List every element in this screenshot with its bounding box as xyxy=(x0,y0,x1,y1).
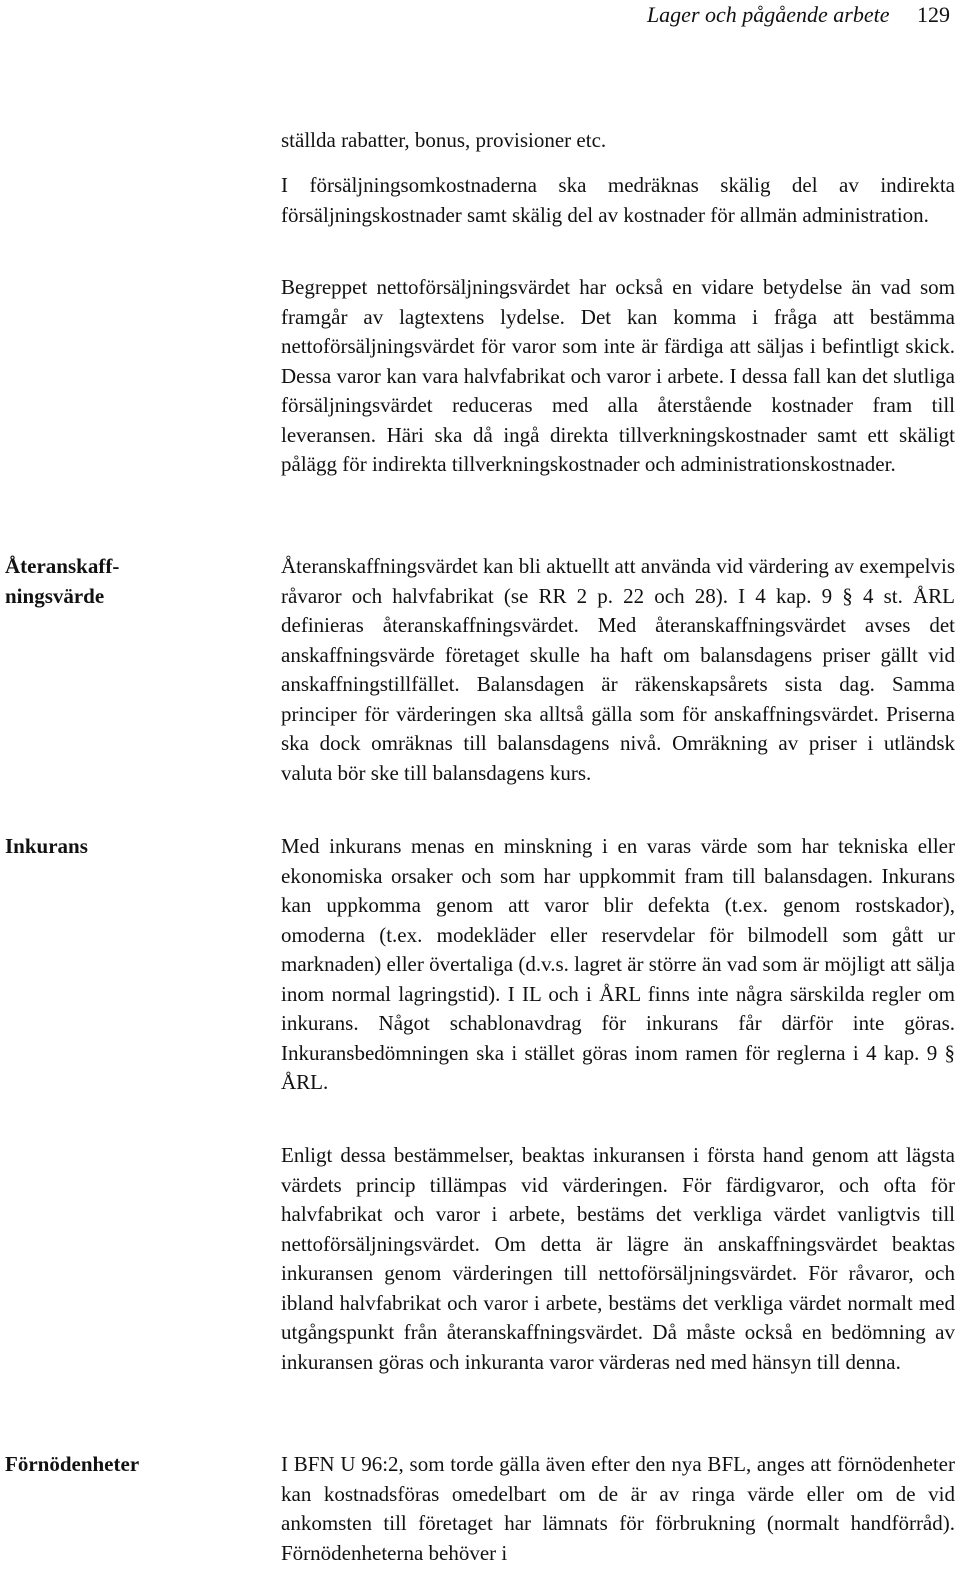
body-paragraph xyxy=(281,1141,955,1377)
margin-heading-text: Förnödenheter xyxy=(5,1452,140,1476)
margin-heading-line: Återanskaff- xyxy=(5,554,120,578)
paragraph-text: ställda rabatter, bonus, provisioner etc. xyxy=(281,128,607,152)
margin-heading-line: ningsvärde xyxy=(5,583,105,608)
margin-heading-text: Inkurans xyxy=(5,834,88,858)
body-paragraph xyxy=(281,1450,955,1568)
margin-heading-fornodenheter xyxy=(5,1450,205,1480)
chapter-title: Lager och pågående arbete xyxy=(646,2,890,27)
paragraph-text: I försäljningsomkostnaderna ska medräknas skälig del av indirekta försäljningskostnader samt skälig del av kostnader för allmän administration. xyxy=(281,173,955,227)
paragraph-text: Med inkurans menas en minskning i en varas värde som har tekniska eller ekonomiska orsaker och som har uppkommit fram till balansdagen. Inkurans kan uppkomma genom att varor blir defekta (t.ex. genom rostskador), omoderna (t.ex. modekläder eller reservdelar för bilmodell som gått ur marknaden) eller övertaliga (d.v.s. lagret är större än vad som är möjligt att sälja inom normal lagringstid). I IL och i ÅRL finns inte några särskilda regler om inkurans. Något schablonavdrag för inkurans får därför inte göras. Inkuransbedömningen ska i stället göras inom ramen för reglerna i 4 kap. 9 § ÅRL. xyxy=(281,834,955,1094)
body-paragraph xyxy=(281,832,955,1098)
paragraph-text: Återanskaffningsvärdet kan bli aktuellt att använda vid värdering av exempelvis råvaror och halvfabrikat (se RR 2 p. 22 och 28). I 4 kap. 9 § 4 st. ÅRL definieras återanskaffningsvärdet. Med återanskaffningsvärdet avses det anskaffningsvärde företaget skulle ha haft om balansdagens priser gällt vid anskaffningstillfället. Balansdagen är räkenskapsårets sista dag. Samma principer för värderingen ska alltså gälla som för anskaffningsvärdet. Priserna ska dock omräknas till balansdagens nivå. Omräkning av priser i utländsk valuta bör ske till balansdagens kurs. xyxy=(281,554,955,785)
body-paragraph xyxy=(281,273,955,480)
paragraph-text: Enligt dessa bestämmelser, beaktas inkuransen i första hand genom att lägsta värdets princip tillämpas vid värderingen. För färdigvaror, och ofta för halvfabrikat och varor i arbete, bestäms det verkliga värdet vanligtvis till nettoförsäljningsvärdet. Om detta är lägre än anskaffningsvärdet beaktas inkuransen genom värderingen till nettoförsäljningsvärdet. För råvaror, och ibland halvfabrikat och varor i arbete, bestäms det verkliga värdet normalt med utgångspunkt från återanskaffningsvärdet. Då måste också en bedömning av inkuransen göras och inkuranta varor värderas ned med hänsyn till denna. xyxy=(281,1143,955,1374)
margin-heading-inkurans xyxy=(5,832,205,862)
page-number: 129 xyxy=(917,2,950,27)
paragraph-text: Begreppet nettoförsäljningsvärdet har också en vidare betydelse än vad som framgår av lagtextens lydelse. Det kan komma i fråga att bestämma nettoförsäljningsvärdet för varor som inte är färdiga att säljas i befintligt skick. Dessa varor kan vara halvfabrikat och varor i arbete. I dessa fall kan det slutliga försäljningsvärdet reduceras med alla återstående kostnader fram till leveransen. Häri ska då ingå direkta tillverkningskostnader samt ett skäligt pålägg för indirekta tillverkningskostnader och administrationskostnader. xyxy=(281,275,955,476)
paragraph-text: I BFN U 96:2, som torde gälla även efter den nya BFL, anges att förnödenheter kan kostnadsföras omedelbart om de är av ringa värde eller om de vid ankomsten till företaget har lämnats för förbrukning (normalt handförråd). Förnödenheterna behöver i xyxy=(281,1452,955,1565)
body-paragraph xyxy=(281,171,955,230)
body-paragraph xyxy=(281,552,955,788)
margin-heading-ateranskaffningsvarde xyxy=(5,552,205,611)
body-paragraph xyxy=(281,126,955,156)
running-header xyxy=(50,2,950,28)
